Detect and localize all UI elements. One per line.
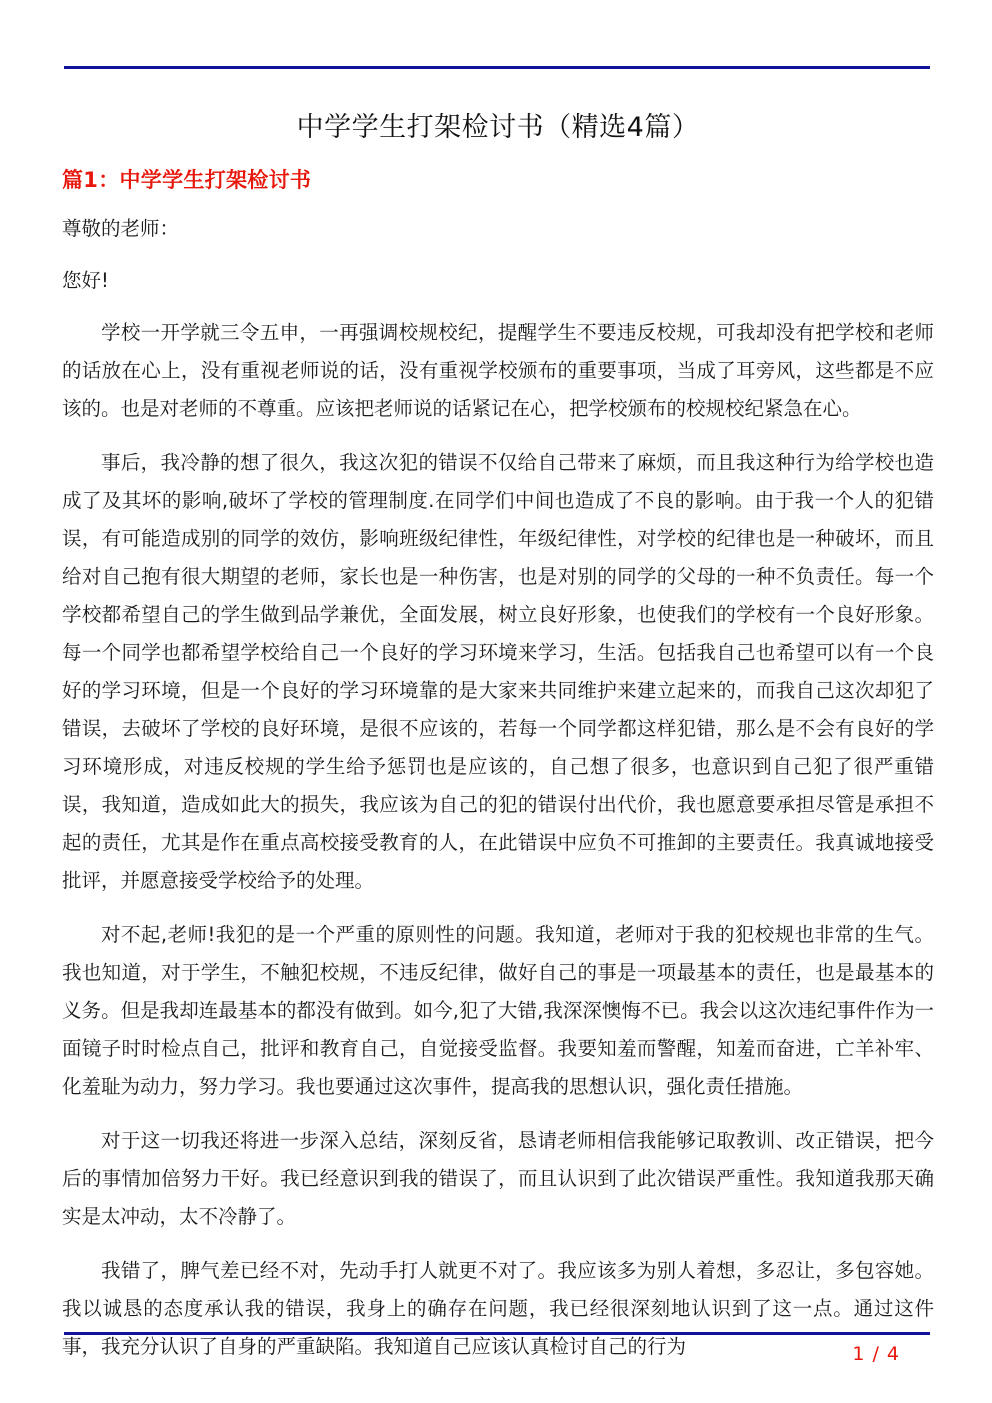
- body-paragraph-5: 我错了，脾气差已经不对，先动手打人就更不对了。我应该多为别人着想，多忍让，多包容她。我以诚恳的态度承认我的错误，我身上的确存在问题，我已经很深刻地认识到了这一点。通过这件事，我充分认识了自身的严重缺陷。我知道自己应该认真检讨自己的行为: [62, 1259, 934, 1358]
- header-divider: [64, 66, 930, 69]
- body-paragraph-2: 事后，我冷静的想了很久，我这次犯的错误不仅给自己带来了麻烦，而且我这种行为给学校也造成了及其坏的影响,破坏了学校的管理制度.在同学们中间也造成了不良的影响。由于我一个人的犯错误，有可能造成别的同学的效仿，影响班级纪律性，年级纪律性，对学校的纪律也是一种破坏，而且给对自己抱有很大期望的老师，家长也是一种伤害，也是对别的同学的父母的一种不负责任。每一个学校都希望自己的学生做到品学兼优，全面发展，树立良好形象，也使我们的学校有一个良好形象。每一个同学也都希望学校给自己一个良好的学习环境来学习，生活。包括我自己也希望可以有一个良好的学习环境，但是一个良好的学习环境靠的是大家来共同维护来建立起来的，而我自己这次却犯了错误，去破坏了学校的良好环境，是很不应该的，若每一个同学都这样犯错，那么是不会有良好的学习环境形成，对违反校规的学生给予惩罚也是应该的，自己想了很多，也意识到自己犯了很严重错误，我知道，造成如此大的损失，我应该为自己的犯的错误付出代价，我也愿意要承担尽管是承担不起的责任，尤其是作在重点高校接受教育的人，在此错误中应负不可推卸的主要责任。我真诚地接受批评，并愿意接受学校给予的处理。: [62, 451, 934, 892]
- footer-divider: [64, 1332, 930, 1335]
- section-heading: 篇1：中学学生打架检讨书: [62, 168, 312, 192]
- greeting: 您好!: [62, 269, 109, 292]
- salutation: 尊敬的老师：: [62, 217, 180, 240]
- body-paragraph-3: 对不起,老师!我犯的是一个严重的原则性的问题。我知道，老师对于我的犯校规也非常的生气。我也知道，对于学生，不触犯校规，不违反纪律，做好自己的事是一项最基本的责任，也是最基本的义务。但是我却连最基本的都没有做到。如今,犯了大错,我深深懊悔不已。我会以这次违纪事件作为一面镜子时时检点自己，批评和教育自己，自觉接受监督。我要知羞而警醒，知羞而奋进，亡羊补牢、化羞耻为动力，努力学习。我也要通过这次事件，提高我的思想认识，强化责任措施。: [62, 923, 934, 1098]
- body-paragraph-4: 对于这一切我还将进一步深入总结，深刻反省，恳请老师相信我能够记取教训、改正错误，把今后的事情加倍努力干好。我已经意识到我的错误了，而且认识到了此次错误严重性。我知道我那天确实是太冲动，太不冷静了。: [62, 1129, 934, 1228]
- body-paragraph-1: 学校一开学就三令五申，一再强调校规校纪，提醒学生不要违反校规，可我却没有把学校和老师的话放在心上，没有重视老师说的话，没有重视学校颁布的重要事项，当成了耳旁风，这些都是不应该的。也是对老师的不尊重。应该把老师说的话紧记在心，把学校颁布的校规校纪紧急在心。: [62, 321, 934, 420]
- page-title: 中学学生打架检讨书（精选4篇）: [296, 112, 700, 143]
- page-number: 1 / 4: [852, 1343, 900, 1365]
- page-footer: [64, 1332, 930, 1367]
- document-content: [62, 108, 934, 1382]
